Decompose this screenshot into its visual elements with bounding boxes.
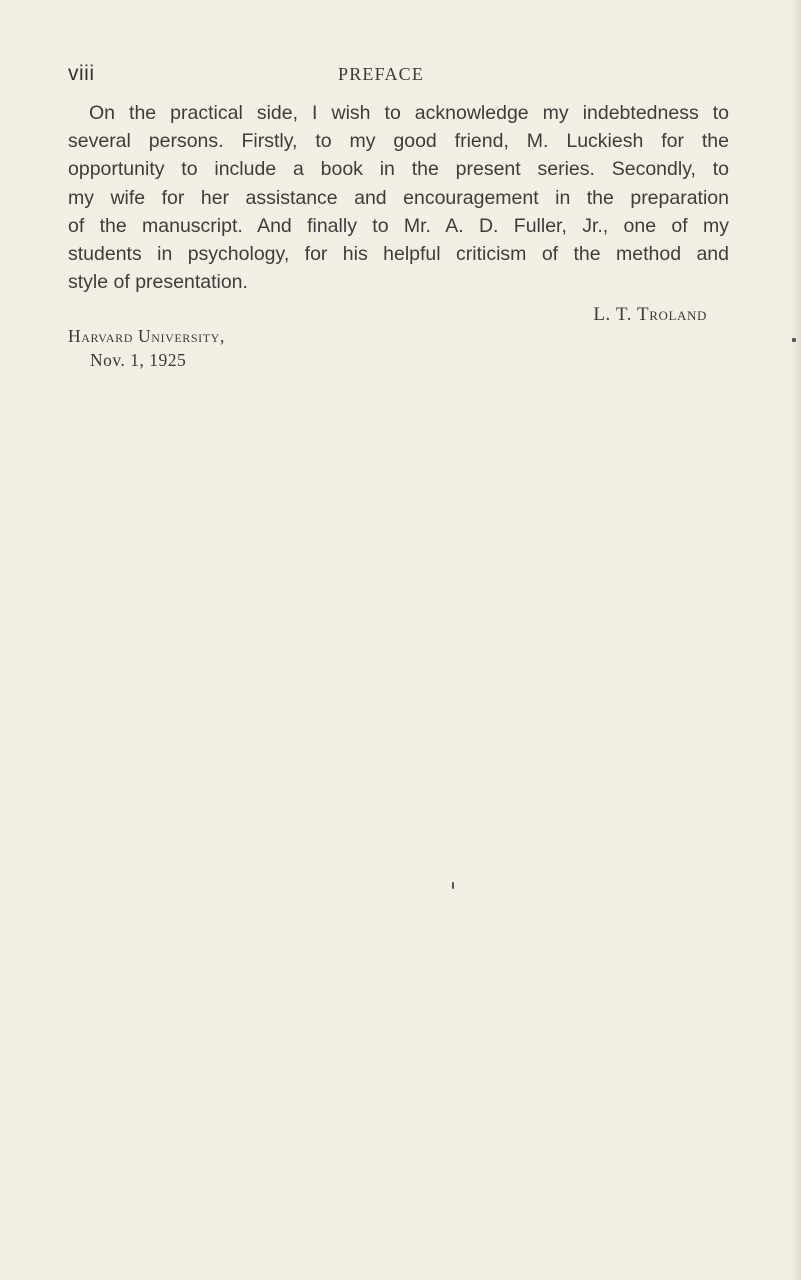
print-speck bbox=[452, 882, 454, 889]
page-number: viii bbox=[68, 62, 95, 85]
paragraph-line: style of presentation. bbox=[68, 271, 248, 294]
preface-paragraph bbox=[68, 99, 729, 296]
paragraph-line: several persons. Firstly, to my good friend, M. Luckiesh for the bbox=[68, 130, 729, 153]
running-title: PREFACE bbox=[338, 64, 425, 84]
paragraph-line: opportunity to include a book in the present series. Secondly, to bbox=[68, 158, 729, 181]
paragraph-line: students in psychology, for his helpful criticism of the method and bbox=[68, 243, 729, 266]
date: Nov. 1, 1925 bbox=[90, 350, 187, 370]
affiliation: Harvard University, bbox=[68, 326, 225, 346]
author-signature: L. T. Troland bbox=[593, 304, 707, 325]
paragraph-line: of the manuscript. And finally to Mr. A. D. Fuller, Jr., one of my bbox=[68, 214, 729, 237]
paragraph-line: my wife for her assistance and encouragement in the preparation bbox=[68, 186, 729, 209]
paragraph-line: On the practical side, I wish to acknowledge my indebtedness to bbox=[89, 102, 729, 124]
page-edge-shadow bbox=[791, 0, 801, 1280]
running-head bbox=[68, 62, 728, 90]
